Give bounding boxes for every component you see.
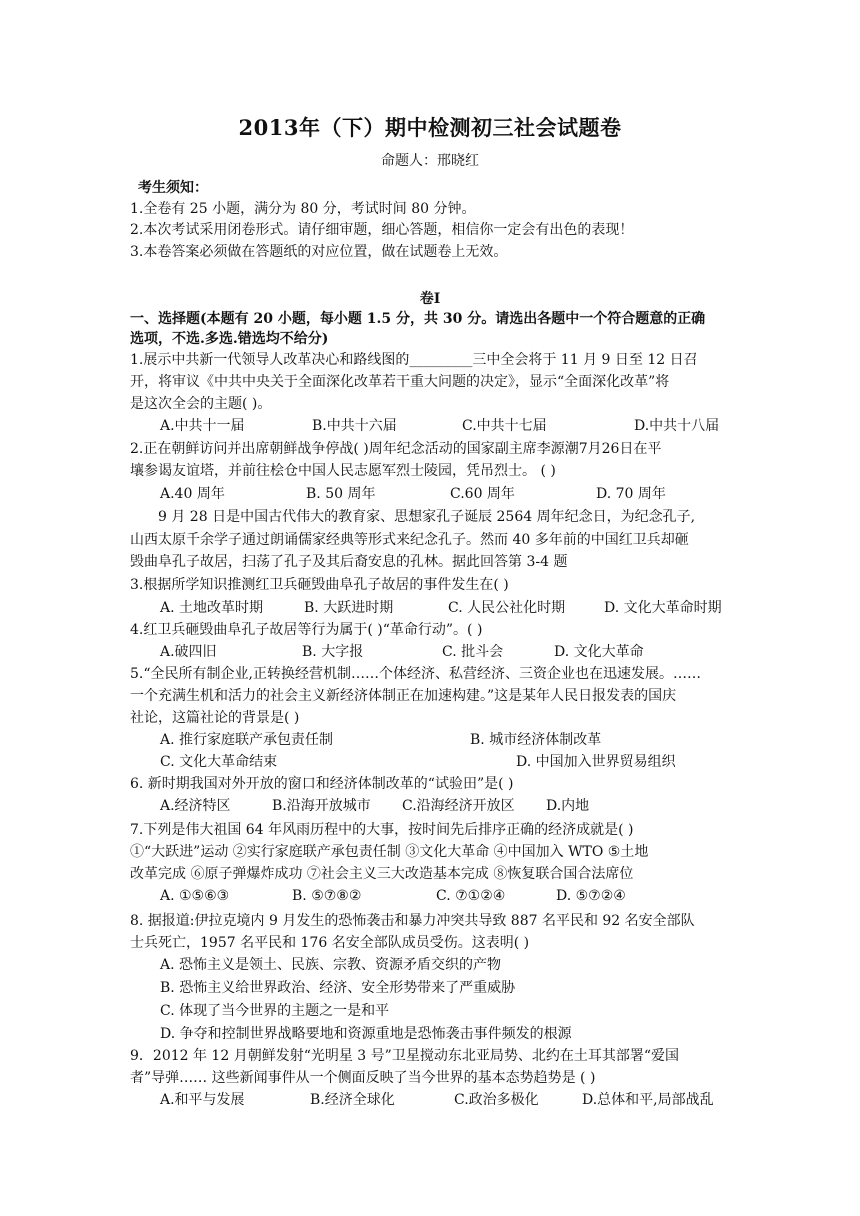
author-line: 命题人：邢晓红 bbox=[381, 153, 479, 169]
q7-option-d: D. ⑤⑦②④ bbox=[556, 888, 626, 904]
question-1-text-cont2: 是这次全会的主题( )。 bbox=[130, 396, 272, 412]
q9-option-d: D.总体和平,局部战乱 bbox=[582, 1092, 714, 1108]
question-7-events-cont: 改革完成 ⑥原子弹爆炸成功 ⑦社会主义三大改造基本完成 ⑧恢复联合国合法席位 bbox=[130, 866, 634, 882]
question-2-text: 2.正在朝鲜访问并出席朝鲜战争停战( )周年纪念活动的国家副主席李源潮7月26日在平 bbox=[130, 441, 662, 457]
question-7-events: ①“大跃进”运动 ②实行家庭联产承包责任制 ③文化大革命 ④中国加入 WTO ⑤土地 bbox=[130, 844, 649, 860]
q2-option-c: C.60 周年 bbox=[450, 486, 515, 502]
question-7-text: 7.下列是伟大祖国 64 年风雨历程中的大事，按时间先后排序正确的经济成就是( ) bbox=[130, 822, 634, 838]
q8-option-d: D. 争夺和控制世界战略要地和资源重地是恐怖袭击事件频发的根源 bbox=[160, 1026, 572, 1042]
q1-option-d: D.中共十八届 bbox=[634, 418, 720, 434]
q6-option-a: A.经济特区 bbox=[160, 798, 231, 814]
q2-option-b: B. 50 周年 bbox=[306, 486, 376, 502]
section-instruction-cont: 选项，不选.多选.错选均不给分) bbox=[130, 331, 329, 347]
question-5-text-cont: 一个充满生机和活力的社会主义新经济体制正在加速构建。”这是某年人民日报发表的国庆 bbox=[130, 688, 677, 704]
question-3-text: 3.根据所学知识推测红卫兵砸毁曲阜孔子故居的事件发生在( ) bbox=[130, 577, 509, 593]
question-4-text: 4.红卫兵砸毁曲阜孔子故居等行为属于( )“革命行动”。( ) bbox=[130, 622, 483, 638]
q3-option-d: D. 文化大革命时期 bbox=[604, 600, 722, 616]
section-instruction: 一、选择题(本题有 20 小题，每小题 1.5 分，共 30 分。请选出各题中一个符合题意的正确 bbox=[130, 311, 706, 327]
question-5-text: 5.“全民所有制企业,正转换经营机制……个体经济、私营经济、三资企业也在迅速发展。…… bbox=[130, 666, 701, 682]
q5-option-b: B. 城市经济体制改革 bbox=[470, 732, 602, 748]
notice-item-1: 1.全卷有 25 小题，满分为 80 分，考试时间 80 分钟。 bbox=[130, 201, 476, 217]
q1-option-c: C.中共十七届 bbox=[462, 418, 547, 434]
question-6-text: 6. 新时期我国对外开放的窗口和经济体制改革的“试验田”是( ) bbox=[130, 776, 514, 792]
question-9-text: 9．2012 年 12 月朝鲜发射“光明星 3 号”卫星搅动东北亚局势、北约在土耳其部署“爱国 bbox=[130, 1048, 679, 1064]
q9-option-b: B.经济全球化 bbox=[310, 1092, 395, 1108]
q4-option-d: D. 文化大革命 bbox=[554, 644, 644, 660]
q4-option-c: C. 批斗会 bbox=[442, 644, 504, 660]
q2-option-d: D. 70 周年 bbox=[596, 486, 666, 502]
notice-heading: 考生须知： bbox=[138, 180, 208, 196]
q9-option-c: C.政治多极化 bbox=[454, 1092, 539, 1108]
exam-title: 2013年（下）期中检测初三社会试题卷 bbox=[238, 115, 622, 140]
question-5-text-cont2: 社论，这篇社论的背景是( ) bbox=[130, 710, 300, 726]
reading-material-cont2: 毁曲阜孔子故居，扫荡了孔子及其后裔安息的孔林。据此回答第 3-4 题 bbox=[130, 554, 568, 570]
q1-option-a: A.中共十一届 bbox=[160, 418, 245, 434]
q7-option-b: B. ⑤⑦⑧② bbox=[292, 888, 362, 904]
notice-item-3: 3.本卷答案必须做在答题纸的对应位置，做在试题卷上无效。 bbox=[130, 244, 508, 260]
question-2-text-cont: 壤参谒友谊塔，并前往桧仓中国人民志愿军烈士陵园，凭吊烈士。 ( ) bbox=[130, 463, 556, 479]
q8-option-a: A. 恐怖主义是领土、民族、宗教、资源矛盾交织的产物 bbox=[160, 957, 502, 973]
question-1-text-cont: 开，将审议《中共中央关于全面深化改革若干重大问题的决定》，显示“全面深化改革”将 bbox=[130, 374, 670, 390]
question-8-text-cont: 士兵死亡，1957 名平民和 176 名安全部队成员受伤。这表明( ) bbox=[130, 935, 530, 951]
q9-option-a: A.和平与发展 bbox=[160, 1092, 245, 1108]
q4-option-a: A.破四旧 bbox=[160, 644, 217, 660]
q3-option-c: C. 人民公社化时期 bbox=[448, 600, 566, 616]
q7-option-a: A. ①⑤⑥③ bbox=[160, 888, 230, 904]
q3-option-a: A. 土地改革时期 bbox=[160, 600, 264, 616]
section-heading: 卷Ⅰ bbox=[419, 291, 441, 307]
notice-item-2: 2.本次考试采用闭卷形式。请仔细审题，细心答题，相信你一定会有出色的表现！ bbox=[130, 222, 634, 238]
q8-option-c: C. 体现了当今世界的主题之一是和平 bbox=[160, 1003, 390, 1019]
q1-option-b: B.中共十六届 bbox=[312, 418, 397, 434]
q5-option-c: C. 文化大革命结束 bbox=[160, 754, 278, 770]
reading-material: 9 月 28 日是中国古代伟大的教育家、思想家孔子诞辰 2564 周年纪念日，为纪念孔子, bbox=[158, 509, 696, 525]
q6-option-c: C.沿海经济开放区 bbox=[402, 798, 515, 814]
question-9-text-cont: 者”导弹…… 这些新闻事件从一个侧面反映了当今世界的基本态势趋势是 ( ) bbox=[130, 1070, 596, 1086]
question-8-text: 8. 据报道:伊拉克境内 9 月发生的恐怖袭击和暴力冲突共导致 887 名平民和 92 名安全部队 bbox=[130, 913, 695, 929]
q8-option-b: B. 恐怖主义给世界政治、经济、安全形势带来了严重威胁 bbox=[160, 980, 516, 996]
q3-option-b: B. 大跃进时期 bbox=[304, 600, 394, 616]
q2-option-a: A.40 周年 bbox=[160, 486, 225, 502]
question-1-text: 1.展示中共新一代领导人改革决心和路线图的_________三中全会将于 11 月 9 日至 12 日召 bbox=[130, 352, 698, 368]
q4-option-b: B. 大字报 bbox=[302, 644, 364, 660]
q6-option-d: D.内地 bbox=[546, 798, 590, 814]
q7-option-c: C. ⑦①②④ bbox=[436, 888, 506, 904]
q6-option-b: B.沿海开放城市 bbox=[272, 798, 371, 814]
reading-material-cont: 山西太原千余学子通过朗诵儒家经典等形式来纪念孔子。然而 40 多年前的中国红卫兵却砸 bbox=[130, 532, 689, 548]
q5-option-d: D. 中国加入世界贸易组织 bbox=[516, 754, 676, 770]
q5-option-a: A. 推行家庭联产承包责任制 bbox=[160, 732, 334, 748]
